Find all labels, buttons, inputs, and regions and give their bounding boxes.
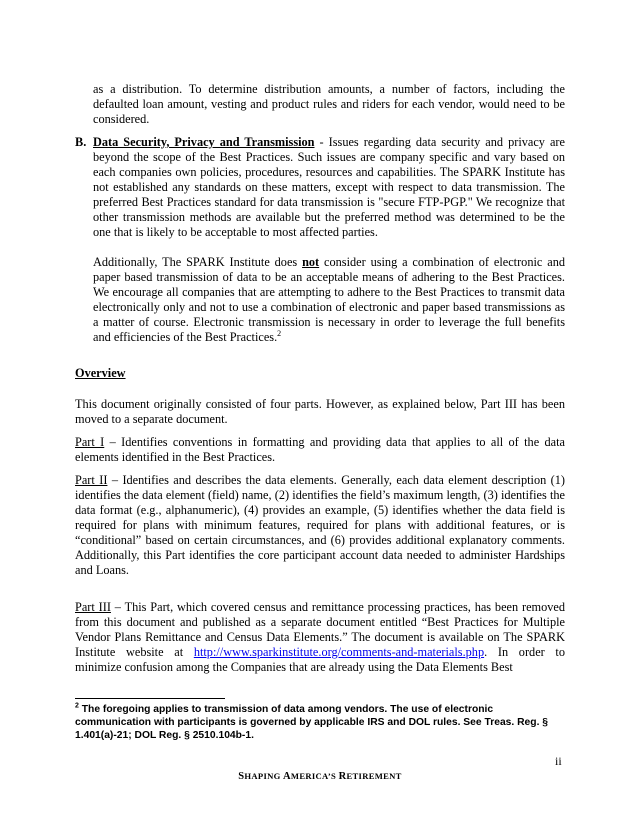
footer-rest-3: ETIREMENT — [346, 771, 402, 781]
section-b-text: - Issues regarding data security and privacy are beyond the scope of the Best Practices. Such issues are company specific and vary based on each companies own policies, procedures, resources and capabilities. The SPARK Institute has not established any standards on these matters, except with respect to data transmission. The preferred Best Practices standard for data transmission is "secure FTP-PGP." We recognize that other transmission methods are available but the preferred method was determined to be the one that is likely to be acceptable to most affected parties. — [93, 135, 565, 239]
part-3-text-after: . In order to minimize confusion among the Companies that are already using the Data Elements Best — [75, 645, 565, 674]
section-b-paragraph-2 — [93, 255, 565, 345]
section-b-title: Data Security, Privacy and Transmission — [93, 135, 315, 149]
section-b-label: B. — [75, 135, 87, 149]
spark-institute-link[interactable]: http://www.sparkinstitute.org/comments-and-materials.php — [193, 645, 485, 659]
part-3-paragraph — [75, 600, 565, 675]
overview-intro: This document originally consisted of four parts. However, as explained below, Part III has been moved to a separate document. — [75, 397, 565, 426]
part-2-text: – Identifies and describes the data elements. Generally, each data element description (1) identifies the data element (field) name, (2) identifies the field’s maximum length, (3) identifies the data format (e.g., alphanumeric), (4) provides an example, (5) identifies whether the data field is required for plans with minimum features, required for plans with additional features, or is “conditional” based on certain circumstances, and (6) provides additional explanatory comments. Additionally, this Part identifies the core participant account data needed to administer Hardships and Loans. — [75, 473, 566, 577]
footnote-text: The foregoing applies to transmission of data among vendors. The use of electronic communication with participants is governed by applicable IRS and DOL rules. See Treas. Reg. § 1.401(a)-21; DOL Reg. § 2510.104b-1. — [75, 704, 549, 741]
footnote — [75, 703, 565, 742]
section-b — [75, 135, 565, 345]
section-b-p2-before: Additionally, The SPARK Institute does — [93, 255, 303, 269]
footer-rest-2: MERICA’S — [290, 771, 339, 781]
part-1-label: Part I — [75, 435, 105, 449]
section-b-p2-emphasis: not — [302, 255, 320, 269]
section-b-p2-after: consider using a combination of electronic and paper based transmission of data to be an acceptable means of adhering to the Best Practices. We encourage all companies that are attempting to adhere to the Best Practices to transmit data electronically only and not to use a combination of electronic and paper based transmissions as a matter of course. Electronic transmission is necessary in order to leverage the full benefits and efficiencies of the Best Practices. — [93, 255, 565, 344]
section-b-body — [93, 135, 565, 345]
footnote-reference[interactable]: 2 — [277, 328, 282, 338]
footer-cap-1: S — [238, 771, 245, 782]
part-1-text: – Identifies conventions in formatting and providing data that applies to all of the data elements identified in the Best Practices. — [75, 435, 565, 464]
footer-cap-2: A — [283, 771, 291, 782]
footnote-number: 2 — [75, 702, 79, 710]
overview-heading: Overview — [75, 366, 126, 380]
part-3-label: Part III — [75, 600, 111, 614]
part-2-label: Part II — [75, 473, 108, 487]
part-1-paragraph — [75, 435, 565, 465]
part-2-paragraph — [75, 473, 565, 578]
footer-rest-1: HAPING — [244, 771, 284, 781]
footnote-separator — [75, 698, 225, 699]
continuation-paragraph: as a distribution. To determine distribution amounts, a number of factors, including the defaulted loan amount, vesting and product rules and riders for each vendor, would need to be considered. — [93, 82, 565, 126]
footer-cap-3: R — [338, 771, 347, 782]
part-3-text: – This Part, which covered census and remittance processing practices, has been removed from this document and published as a separate document entitled “Best Practices for Multiple Vendor Plans Remittance and Census Data Elements.” The document is available on The SPARK Institute website at — [75, 600, 566, 659]
running-footer — [0, 769, 640, 784]
page-number: ii — [555, 754, 562, 768]
section-b-paragraph-1 — [93, 135, 565, 240]
